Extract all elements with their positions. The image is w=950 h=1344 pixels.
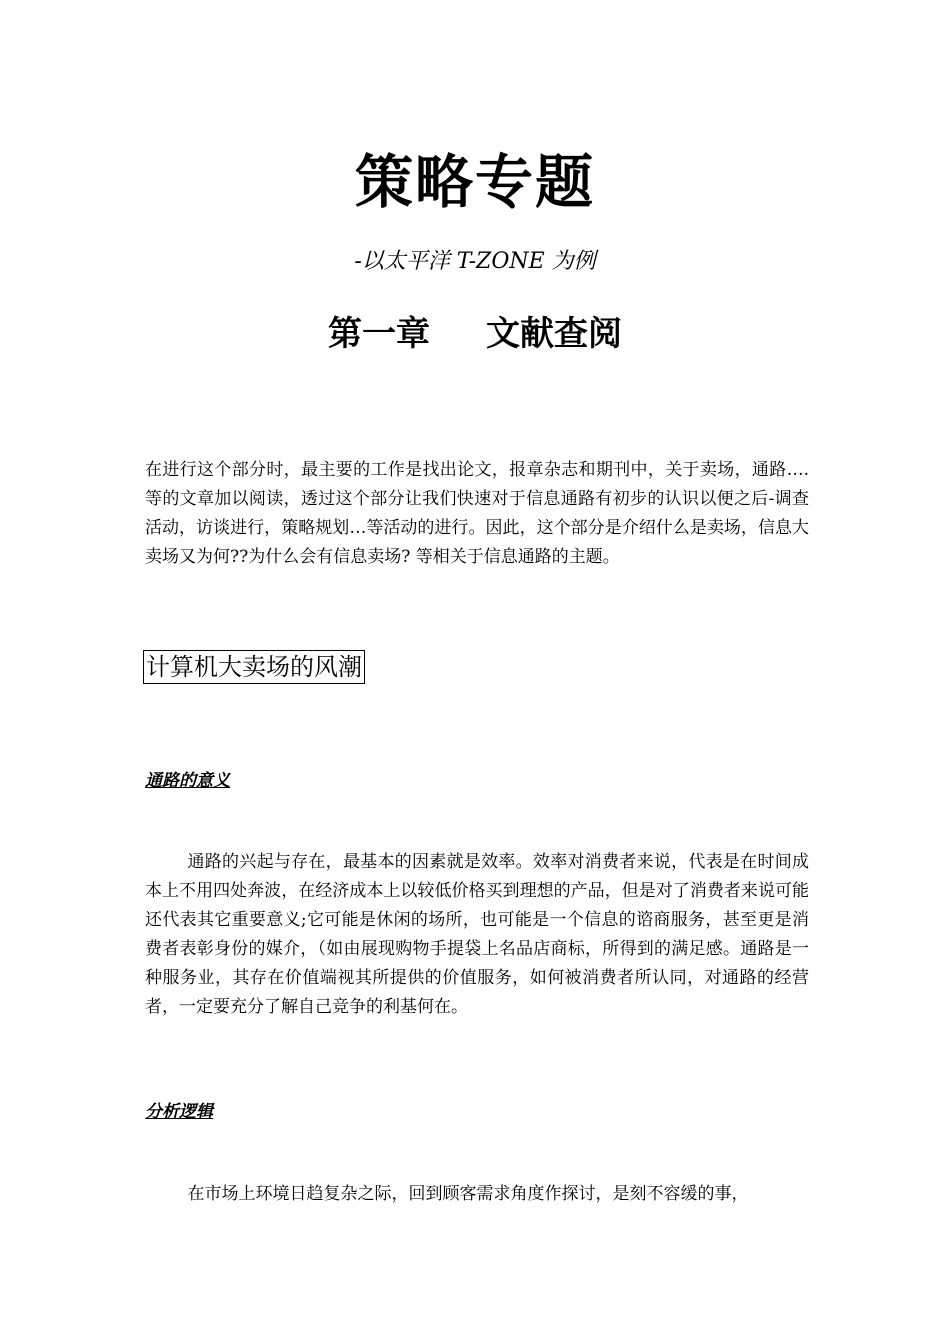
chapter-name: 文献查阅 (486, 314, 622, 354)
document-subtitle: -以太平洋 T-ZONE 为例 (354, 249, 596, 274)
chapter-heading (0, 312, 950, 356)
intro-paragraph: 在进行这个部分时，最主要的工作是找出论文，报章杂志和期刊中，关于卖场，通路….等的文章加以阅读，透过这个部分让我们快速对于信息通路有初步的认识以便之后-调查活动，访谈进行，策略规划…等活动的进行。因此，这个部分是介绍什么是卖场，信息大卖场又为何??为什么会有信息卖场? 等相关于信息通路的主题。 (145, 460, 809, 567)
document-title: 策略专题 (354, 148, 595, 216)
section-title-box: 计算机大卖场的风潮 (143, 650, 365, 684)
subsection-heading-logic: 分析逻辑 (145, 1102, 213, 1122)
subsection-paragraph-logic: 在市场上环境日趋复杂之际，回到顾客需求角度作探讨，是刻不容缓的事， (187, 1184, 749, 1204)
subsection-heading-meaning: 通路的意义 (145, 771, 230, 791)
subsection-paragraph-meaning: 通路的兴起与存在，最基本的因素就是效率。效率对消费者来说，代表是在时间成本上不用四处奔波，在经济成本上以较低价格买到理想的产品，但是对了消费者来说可能还代表其它重要意义;它可能是休闲的场所，也可能是一个信息的谘商服务，甚至更是消费者表彰身份的媒介，（如由展现购物手提袋上名品店商标，所得到的满足感。通路是一种服务业，其存在价值端视其所提供的价值服务，如何被消费者所认同，对通路的经营者，一定要充分了解自己竞争的利基何在。 (145, 852, 809, 1017)
chapter-number: 第一章 (328, 314, 430, 354)
